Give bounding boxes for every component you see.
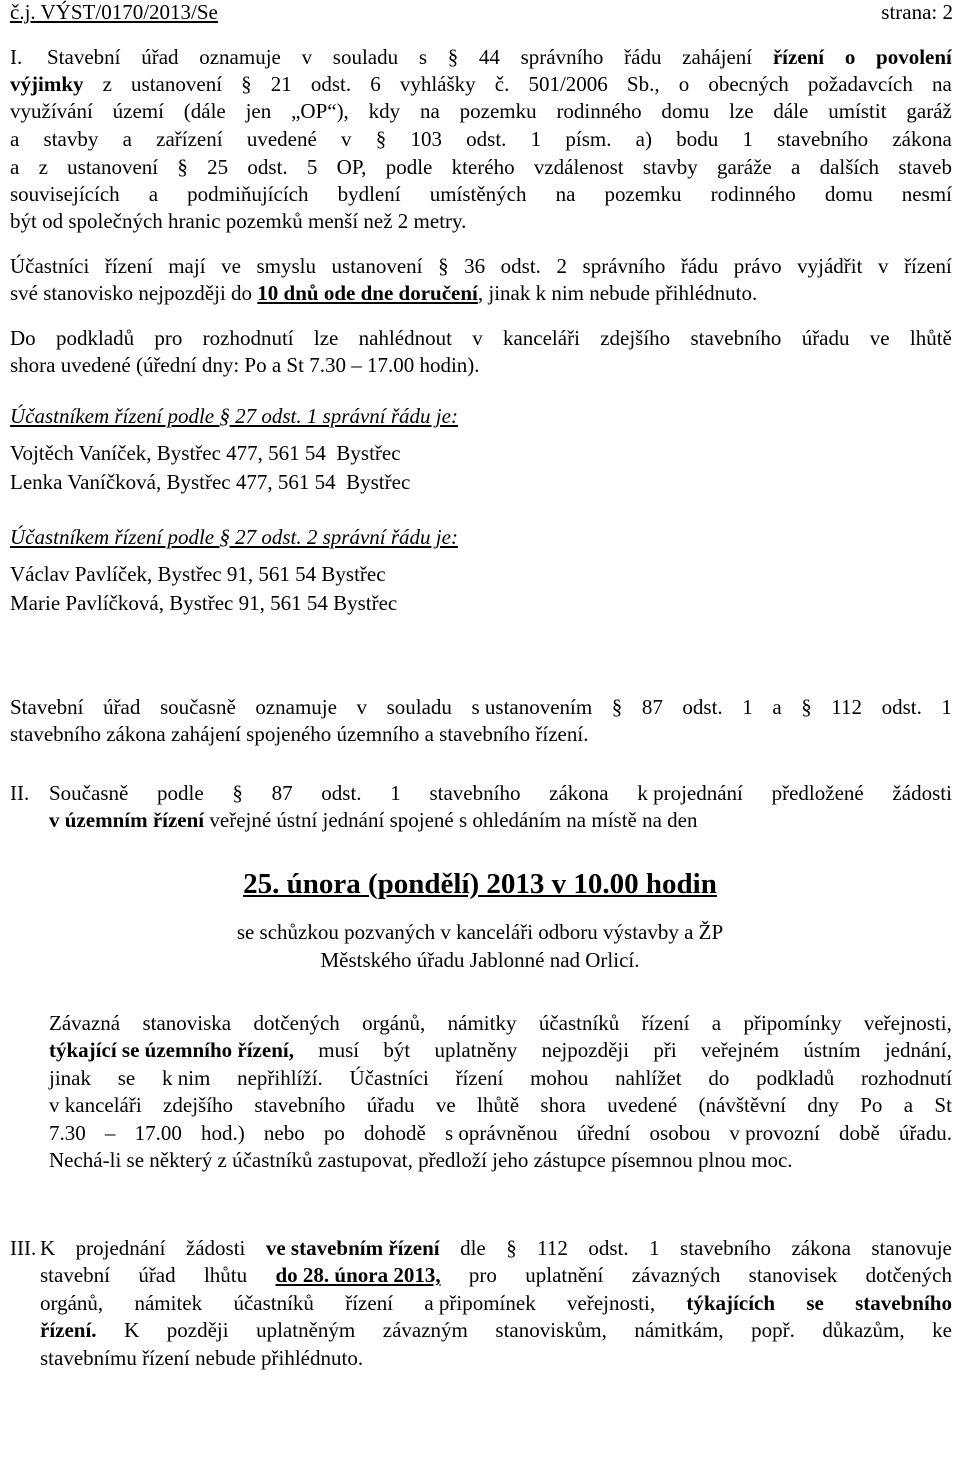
participants-rights-line: své stanovisko nejpozději do 10 dnů ode dne doručení, jinak k nim nebude přihlédnuto. xyxy=(10,281,758,305)
reference-number: č.j. VÝST/0170/2013/Se xyxy=(10,0,218,24)
participant: Marie Pavlíčková, Bystřec 91, 561 54 Bystřec xyxy=(10,591,398,615)
participant: Václav Pavlíček, Bystřec 91, 561 54 Bystřec xyxy=(10,562,386,586)
section2-para-line: 7.30 – 17.00 hod.) nebo po dohodě s oprávněnou úřední osobou v provozní době úřadu. xyxy=(49,1121,952,1145)
section3-line: řízení. K později uplatněným závazným stanoviskům, námitkám, popř. důkazům, ke xyxy=(40,1318,952,1342)
section1-line: výjimky z ustanovení § 21 odst. 6 vyhlášky č. 501/2006 Sb., o obecných požadavcích na xyxy=(10,72,952,96)
joint-notice-line: Stavební úřad současně oznamuje v souladu s ustanovením § 87 odst. 1 a § 112 odst. 1 xyxy=(10,695,952,719)
section1-line: být od společných hranic pozemků menší než 2 metry. xyxy=(10,209,467,233)
section1-line: využívání území (dále jen „OP“), kdy na pozemku rodinného domu lze dále umístit garáž xyxy=(10,99,952,123)
section1-line: Stavební úřad oznamuje v souladu s § 44 správního řádu zahájení řízení o povolení xyxy=(47,45,952,69)
meeting-office: Městského úřadu Jablonné nad Orlicí. xyxy=(320,948,640,972)
participants-rights-line: Účastníci řízení mají ve smyslu ustanovení § 36 odst. 2 správního řádu právo vyjádřit v řízení xyxy=(10,254,952,278)
section2-para-line: týkající se územního řízení, musí být uplatněny nejpozději při veřejném ústním jednání, xyxy=(49,1038,952,1062)
meeting-location: se schůzkou pozvaných v kanceláři odboru výstavby a ŽP xyxy=(236,920,724,944)
participant: Vojtěch Vaníček, Bystřec 477, 561 54 Bystřec xyxy=(10,441,401,465)
documents-note-line: Do podkladů pro rozhodnutí lze nahlédnout v kanceláři zdejšího stavebního úřadu ve lhůtě xyxy=(10,326,952,350)
documents-note-line: shora uvedené (úřední dny: Po a St 7.30 – 17.00 hodin). xyxy=(10,353,480,377)
section-number-1: I. xyxy=(10,45,23,69)
section-number-2: II. xyxy=(10,781,30,805)
section3-line: orgánů, námitek účastníků řízení a připomínek veřejnosti, týkajících se stavebního xyxy=(40,1291,952,1315)
section3-line: K projednání žádosti ve stavebním řízení dle § 112 odst. 1 stavebního zákona stanovuje xyxy=(40,1236,952,1260)
joint-notice-line: stavebního zákona zahájení spojeného územního a stavebního řízení. xyxy=(10,722,589,746)
section1-line: souvisejících a podmiňujících bydlení umístěných na pozemku rodinného domu nesmí xyxy=(10,182,952,206)
participants-group1-heading: Účastníkem řízení podle § 27 odst. 1 správní řádu je: xyxy=(10,404,458,428)
section2-para-line: v kanceláři zdejšího stavebního úřadu ve lhůtě shora uvedené (návštěvní dny Po a St xyxy=(49,1093,952,1117)
section3-line: stavební úřad lhůtu do 28. února 2013, pro uplatnění závazných stanovisek dotčených xyxy=(40,1263,952,1287)
section3-line: stavebnímu řízení nebude přihlédnuto. xyxy=(40,1346,364,1370)
hearing-date: 25. února (pondělí) 2013 v 10.00 hodin xyxy=(243,868,717,900)
section2-para-line: jinak se k nim nepřihlíží. Účastníci řízení mohou nahlížet do podkladů rozhodnutí xyxy=(49,1066,952,1090)
deadline-emphasis: 10 dnů ode dne doručení xyxy=(257,281,478,305)
participant: Lenka Vaníčková, Bystřec 477, 561 54 Bystřec xyxy=(10,470,411,494)
section2-line: v územním řízení veřejné ústní jednání spojené s ohledáním na místě na den xyxy=(49,808,698,832)
section1-line: a z ustanovení § 25 odst. 5 OP, podle kterého vzdálenost stavby garáže a dalších staveb xyxy=(10,155,952,179)
section-number-3: III. xyxy=(10,1236,37,1260)
section2-para-line: Závazná stanoviska dotčených orgánů, námitky účastníků řízení a připomínky veřejnosti, xyxy=(49,1011,952,1035)
deadline-date: do 28. února 2013, xyxy=(275,1263,441,1287)
section2-line: Současně podle § 87 odst. 1 stavebního zákona k projednání předložené žádosti xyxy=(49,781,952,805)
participants-group2-heading: Účastníkem řízení podle § 27 odst. 2 správní řádu je: xyxy=(10,525,458,549)
page-number: strana: 2 xyxy=(881,0,953,24)
section2-para-line: Nechá-li se některý z účastníků zastupovat, předloží jeho zástupce písemnou plnou moc. xyxy=(49,1148,793,1172)
section1-line: a stavby a zařízení uvedené v § 103 odst. 1 písm. a) bodu 1 stavebního zákona xyxy=(10,127,952,151)
